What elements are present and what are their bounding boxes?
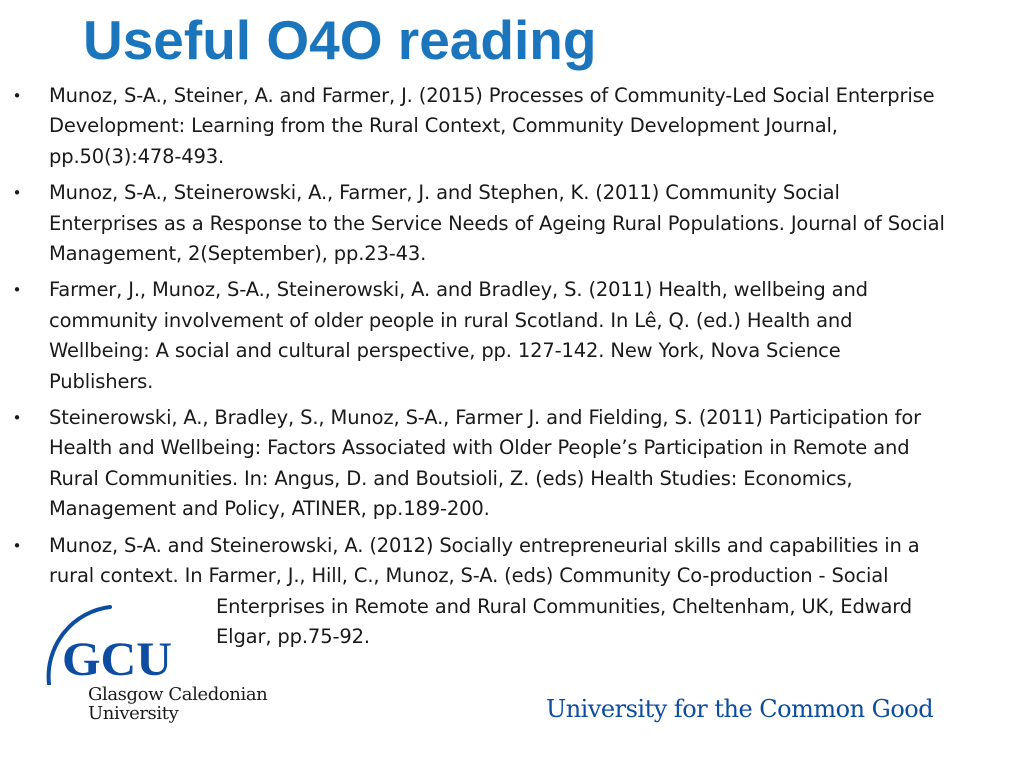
reference-line: Publishers. (49, 369, 154, 393)
gcu-logo-mark (40, 605, 280, 685)
reference-line: Elgar, pp.75-92. (216, 624, 370, 648)
reference-line: Development: Learning from the Rural Context, Community Development Journal, (49, 114, 838, 138)
reference-list (0, 81, 1024, 658)
footer-tagline: University for the Common Good (546, 695, 934, 723)
reference-item (0, 81, 1024, 172)
bullet-icon: • (12, 536, 22, 555)
reference-line: Management and Policy, ATINER, pp.189-200. (49, 497, 490, 521)
reference-line: Enterprises in Remote and Rural Communities, Cheltenham, UK, Edward (216, 594, 913, 618)
slide-title: Useful O4O reading (83, 9, 597, 71)
logo-name-line2: University (88, 703, 179, 724)
reference-line: Steinerowski, A., Bradley, S., Munoz, S-A., Farmer J. and Fielding, S. (2011) Participation for (49, 406, 922, 430)
reference-line: Munoz, S-A., Steinerowski, A., Farmer, J. and Stephen, K. (2011) Community Social (49, 181, 840, 205)
gcu-logo (40, 605, 280, 730)
reference-line: Rural Communities. In: Angus, D. and Boutsioli, Z. (eds) Health Studies: Economics, (49, 466, 853, 490)
reference-line: Health and Wellbeing: Factors Associated with Older People’s Participation in Remote and (49, 436, 910, 460)
reference-line: pp.50(3):478-493. (49, 144, 225, 168)
logo-name-line1: Glasgow Caledonian (88, 684, 268, 705)
bullet-icon: • (12, 184, 22, 203)
bullet-icon: • (12, 409, 22, 428)
reference-line: Munoz, S-A., Steiner, A. and Farmer, J. (2015) Processes of Community-Led Social Enterprise (49, 84, 935, 107)
reference-line: community involvement of older people in rural Scotland. In Lê, Q. (ed.) Health and (49, 308, 853, 332)
reference-line: rural context. In Farmer, J., Hill, C., Munoz, S-A. (eds) Community Co-production - Social (49, 564, 889, 588)
logo-mark-text: GCU (62, 633, 172, 685)
bullet-icon: • (12, 281, 22, 300)
reference-item (0, 178, 1024, 269)
reference-item (0, 403, 1024, 525)
reference-line: Wellbeing: A social and cultural perspective, pp. 127-142. New York, Nova Science (49, 339, 841, 363)
reference-line: Farmer, J., Munoz, S-A., Steinerowski, A. and Bradley, S. (2011) Health, wellbeing and (49, 278, 868, 302)
reference-line: Enterprises as a Response to the Service Needs of Ageing Rural Populations. Journal of Social (49, 211, 945, 235)
bullet-icon: • (12, 87, 22, 105)
reference-line: Munoz, S-A. and Steinerowski, A. (2012) Socially entrepreneurial skills and capabilities in a (49, 533, 920, 557)
reference-item (0, 275, 1024, 397)
reference-line: Management, 2(September), pp.23-43. (49, 242, 427, 266)
